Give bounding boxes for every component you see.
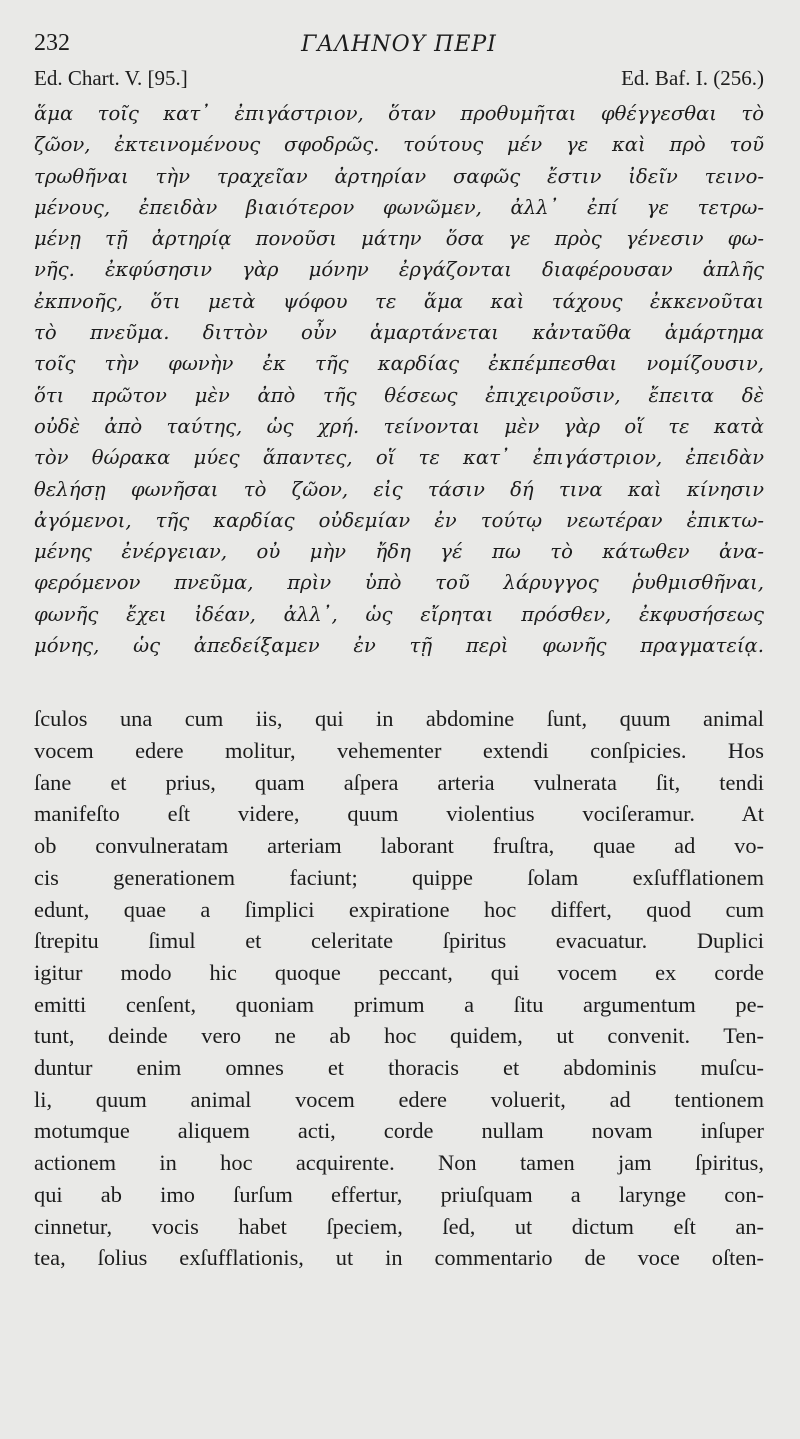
- page-number: 232: [34, 30, 70, 56]
- latin-text-line: ſtrepitu ſimul et celeritate ſpiritus evacuatur. Duplici: [34, 928, 764, 954]
- greek-text-line: ἀγόμενοι, τῆς καρδίας οὐδεμίαν ἐν τούτῳ νεωτέραν ἐπικτω-: [34, 508, 764, 532]
- greek-text-line: ζῶον, ἐκτεινομένους σφοδρῶς. τούτους μέν γε καὶ πρὸ τοῦ: [34, 133, 764, 157]
- greek-text-line: νῆς. ἐκφύσησιν γὰρ μόνην ἐργάζονται διαφέρουσαν ἁπλῆς: [34, 258, 764, 282]
- latin-text-line: duntur enim omnes et thoracis et abdominis muſcu-: [34, 1055, 764, 1081]
- latin-text-line: vocem edere molitur, vehementer extendi conſpicies. Hos: [34, 738, 764, 764]
- greek-text-line: ὅτι πρῶτον μὲν ἀπὸ τῆς θέσεως ἐπιχειροῦσιν, ἔπειτα δὲ: [34, 383, 764, 407]
- greek-text-line: φωνῆς ἔχει ἰδέαν, ἀλλ᾽, ὡς εἴρηται πρόσθεν, ἐκφυσήσεως: [34, 602, 764, 626]
- latin-text-line: edunt, quae a ſimplici expiratione hoc differt, quod cum: [34, 896, 764, 922]
- greek-text-line: μένης ἐνέργειαν, οὐ μὴν ἤδη γέ πω τὸ κάτωθεν ἀνα-: [34, 540, 764, 564]
- latin-text-line: ſculos una cum iis, qui in abdomine ſunt, quum animal: [34, 706, 764, 732]
- latin-text-line: igitur modo hic quoque peccant, qui vocem ex corde: [34, 959, 764, 985]
- greek-text-line: ἐκπνοῆς, ὅτι μετὰ ψόφου τε ἅμα καὶ τάχους ἐκκενοῦται: [34, 289, 764, 313]
- chartier-edition-reference: Ed. Chart. V. [95.]: [34, 66, 188, 90]
- running-head: [34, 30, 764, 66]
- greek-text-line: φερόμενον πνεῦμα, πρὶν ὑπὸ τοῦ λάρυγγος ῥυθμισθῆναι,: [34, 571, 764, 595]
- latin-text-line: tunt, deinde vero ne ab hoc quidem, ut convenit. Ten-: [34, 1023, 764, 1049]
- latin-text-line: manifeſto eſt videre, quum violentius vociſeramur. At: [34, 801, 764, 827]
- basel-edition-reference: Ed. Baf. I. (256.): [621, 66, 764, 90]
- latin-text-block: [34, 703, 764, 1274]
- latin-text-line: qui ab imo ſurſum effertur, priuſquam a larynge con-: [34, 1181, 764, 1207]
- latin-text-line: cinnetur, vocis habet ſpeciem, ſed, ut dictum eſt an-: [34, 1213, 764, 1239]
- greek-text-line: μένους, ἐπειδὰν βιαιότερον φωνῶμεν, ἀλλ᾽ ἐπί γε τετρω-: [34, 195, 764, 219]
- latin-text-line: motumque aliquem acti, corde nullam novam inſuper: [34, 1118, 764, 1144]
- latin-text-line: actionem in hoc acquirente. Non tamen jam ſpiritus,: [34, 1150, 764, 1176]
- latin-text-line: ſane et prius, quam aſpera arteria vulnerata ſit, tendi: [34, 769, 764, 795]
- greek-text-line: μένῃ τῇ ἀρτηρίᾳ πονοῦσι μάτην ὅσα γε πρὸς γένεσιν φω-: [34, 227, 764, 251]
- latin-text-line: cis generationem faciunt; quippe ſolam exſufflationem: [34, 864, 764, 890]
- greek-text-block: [34, 98, 764, 661]
- greek-text-line: τοῖς τὴν φωνὴν ἐκ τῆς καρδίας ἐκπέμπεσθαι νομίζουσιν,: [34, 352, 764, 376]
- running-title: ΓΑΛΗΝΟΥ ΠΕΡΙ: [301, 32, 497, 57]
- greek-text-line: θελήσῃ φωνῆσαι τὸ ζῶον, εἰς τάσιν δή τινα καὶ κίνησιν: [34, 477, 764, 501]
- greek-text-line: ἅμα τοῖς κατ᾽ ἐπιγάστριον, ὅταν προθυμῆται φθέγγεσθαι τὸ: [34, 102, 764, 125]
- latin-text-line: tea, ſolius exſufflationis, ut in commentario de voce oſten-: [34, 1245, 764, 1271]
- latin-text-line: ob convulneratam arteriam laborant fruſtra, quae ad vo-: [34, 833, 764, 859]
- greek-text-line: τὸν θώρακα μύες ἅπαντες, οἵ τε κατ᾽ ἐπιγάστριον, ἐπειδὰν: [34, 446, 764, 470]
- greek-text-line: οὐδὲ ἀπὸ ταύτης, ὡς χρή. τείνονται μὲν γὰρ οἵ τε κατὰ: [34, 414, 764, 438]
- edition-references: [34, 66, 764, 96]
- latin-text-line: emitti cenſent, quoniam primum a ſitu argumentum pe-: [34, 991, 764, 1017]
- greek-text-line: μόνης, ὡς ἀπεδείξαμεν ἐν τῇ περὶ φωνῆς πραγματείᾳ.: [34, 634, 764, 658]
- greek-text-line: τρωθῆναι τὴν τραχεῖαν ἀρτηρίαν σαφῶς ἔστιν ἰδεῖν τεινο-: [34, 164, 764, 188]
- latin-text-line: li, quum animal vocem edere voluerit, ad tentionem: [34, 1086, 764, 1112]
- greek-text-line: τὸ πνεῦμα. διττὸν οὖν ἁμαρτάνεται κἀνταῦθα ἁμάρτημα: [34, 321, 764, 345]
